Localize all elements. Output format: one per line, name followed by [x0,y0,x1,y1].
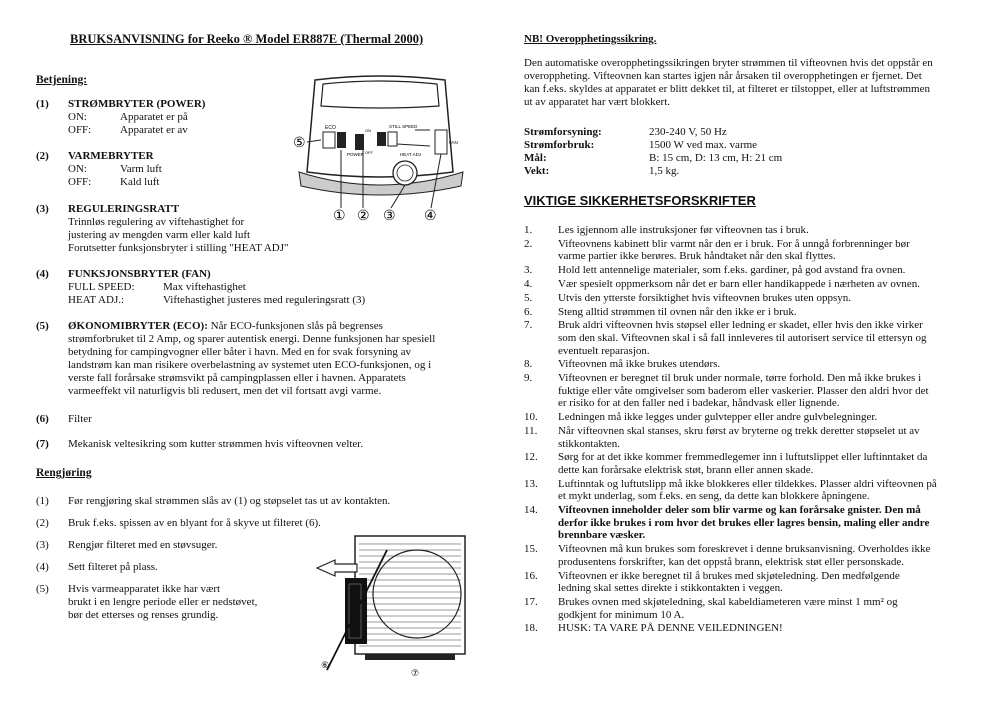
callout-1: ① [333,209,346,224]
overheat-line: ut av apparatet har vært blokkert. [524,96,671,108]
safety-item-number: 15. [524,543,538,556]
item-filter: (6) Filter [36,413,92,425]
item-line: Forutsetter funksjonsbryter i stilling "HEAT ADJ" [68,242,289,254]
fan-label: FAN [449,140,458,145]
safety-item [524,596,974,621]
cleaning-step: (4) Sett filteret på plass. [36,561,158,573]
safety-item [524,504,974,542]
safety-item-text: Utvis den ytterste forsiktighet hvis vifteovnen brukes uten oppsyn. [558,291,851,304]
item-power: (1) STRØMBRYTER (POWER) [36,98,206,110]
safety-item-number: 10. [524,411,538,424]
safety-item [524,224,974,237]
item-line: justering av mengden varm eller kald luft [68,229,251,241]
safety-item [524,411,974,424]
control-panel-diagram [285,72,475,227]
cleaning-step: (2) Bruk f.eks. spissen av en blyant for å skyve ut filteret (6). [36,517,321,529]
callout-3: ③ [383,209,396,224]
on-label: ON [365,128,371,133]
safety-item [524,278,974,291]
safety-item-text: Ledningen må ikke legges under gulvtepper eller andre gulvbelegninger. [558,411,878,424]
safety-item-number: 17. [524,596,538,608]
heat-adj-label: HEAT ADJ [400,152,422,157]
off-label: OFF [365,150,373,155]
safety-item-text: Sørg for at det ikke kommer fremmedlegemer inn i luftutslippet eller luftinntaket da dette kan forårsake elektrisk støt, brann eller annen skade. [558,451,928,476]
safety-item-number: 2. [524,237,533,250]
callout-2: ② [357,209,370,224]
safety-item-number: 3. [524,264,533,277]
safety-item [524,292,974,305]
callout-7: ⑦ [411,668,420,678]
safety-item [524,478,974,503]
safety-item-text: Vifteovnen er beregnet til bruk under normale, tørre forhold. Den må ikke brukes i fuktige eller våte omgivelser som baderom eller vaskerier. Plasser den aldri hvor det er risiko for at den faller ned i badekar, håndvask eller lignende. [558,372,929,410]
eco-line: strømforbruket til 2 Amp, og sparer autentisk energi. Denne funksjonen har spesiell [68,333,436,345]
safety-item-number: 14. [524,504,538,517]
spec-row: Strømforbruk: 1500 W ved max. varme [524,139,758,151]
item-tilt: (7) Mekanisk veltesikring som kutter strømmen hvis vifteovnen velter. [36,438,364,450]
safety-item-number: 12. [524,451,538,464]
item-row: ON: Varm luft [68,163,162,175]
overheat-line: overoppheting. Vifteovnen kan startes igjen når årsaken til overopphetingen er fjernet. Det [524,70,922,82]
safety-item-text: Vifteovnen må ikke brukes utendørs. [558,358,721,371]
safety-item [524,622,974,635]
safety-item-number: 8. [524,358,533,371]
operation-heading: Betjening: [36,74,88,86]
filter-diagram [305,530,470,680]
safety-item-number: 7. [524,319,533,332]
safety-item-text: Vifteovnen må kun brukes som foreskrevet i denne bruksanvisning. Overholdes ikke produsentens forskrifter, kan det oppstå brann, elektrisk støt eller personskade. [558,543,931,568]
safety-heading: VIKTIGE SIKKERHETSFORSKRIFTER [524,193,756,208]
callout-6: ⑥ [321,660,330,670]
item-row: FULL SPEED: Max viftehastighet [68,281,246,293]
item-row: ON: Apparatet er på [68,111,188,123]
item-dial: (3) REGULERINGSRATT [36,203,180,215]
safety-item-number: 11. [524,425,538,437]
safety-item-number: 18. [524,622,538,635]
safety-item-text: Hold lett antennelige materialer, som f.eks. gardiner, på god avstand fra ovnen. [558,264,906,277]
item-row: HEAT ADJ.: Viftehastighet justeres med reguleringsratt (3) [68,294,366,306]
safety-item-number: 16. [524,569,538,582]
safety-item [524,372,974,410]
manual-title: BRUKSANVISNING for Reeko ® Model ER887E (Thermal 2000) [70,32,424,46]
safety-item [524,358,974,371]
still-speed-label: STILL SPEED [389,124,418,129]
spec-row: Mål: B: 15 cm, D: 13 cm, H: 21 cm [524,152,783,164]
safety-item-text: Vifteovnen er ikke beregnet til å brukes med skjøteledning. Den medfølgende ledning skal settes direkte i stikkontakten i veggen. [558,569,900,595]
power-label: POWER [347,152,365,157]
safety-item-number: 13. [524,477,538,490]
item-row: OFF: Kald luft [68,176,160,188]
item-heat-switch: (2) VARMEBRYTER [36,150,154,162]
safety-item-number: 6. [524,305,533,318]
callout-5: ⑤ [293,136,306,151]
cleaning-step: (1) Før rengjøring skal strømmen slås av (1) og støpselet tas ut av kontakten. [36,495,391,507]
item-fan-switch: (4) FUNKSJONSBRYTER (FAN) [36,268,211,280]
safety-item-text: HUSK: TA VARE PÅ DENNE VEILEDNINGEN! [558,622,783,635]
safety-item-text: Steng alltid strømmen til ovnen når den ikke er i bruk. [558,305,797,318]
safety-item [524,543,974,568]
safety-item-text: Vifteovnen inneholder deler som blir varme og kan forårsake gnister. Den må derfor ikke brukes i rom hvor det brukes eller lagres bensin, maling eller andre brennbare væsker. [558,504,930,542]
safety-item-text: Vær spesielt oppmerksom når det er barn eller handikappede i nærheten av ovnen. [558,278,920,290]
cleaning-heading: Rengjøring [36,467,92,479]
overheat-line: Den automatiske overopphetingssikringen bryter strømmen til vifteovnen hvis det oppstår en [524,57,933,69]
item-row: OFF: Apparatet er av [68,124,188,136]
safety-item [524,319,974,357]
eco-line: betydning for campingvogner eller båter i havn. Med en for svak forsyning av [68,346,412,358]
safety-item-text: Vifteovnens kabinett blir varmt når den er i bruk. For å unngå forbrenninger bør varme partier ikke berøres. Bruk håndtaket når den skal flyttes. [558,237,910,263]
safety-item [524,425,974,450]
safety-item-number: 1. [524,224,533,236]
item-eco: (5) ØKONOMIBRYTER (ECO): Når ECO-funksjonen slås på begrenses [36,320,383,332]
callout-4: ④ [424,209,437,224]
eco-line: verste fall forårsake strømsvikt på campingplassen eller i havnen. Apparatets [68,372,406,384]
safety-item-text: Luftinntak og luftutslipp må ikke blokkeres eller tildekkes. Plasser aldri vifteovnen på et mykt underlag, som f.eks. en seng, da dette kan blokkere åpningene. [558,477,937,503]
safety-item [524,570,974,595]
cleaning-step: (3) Rengjør filteret med en støvsuger. [36,539,218,551]
cleaning-step: (5) Hvis varmeapparatet ikke har vært brukt i en lengre periode eller er nedstøvet, bør det etterses og renses grundig. [36,583,258,621]
eco-line: landstrøm kan man risikere overbelastning av systemet uten ECO-funksjonen, og i [68,359,432,371]
safety-item-number: 9. [524,372,533,385]
item-line: Trinnløs regulering av viftehastighet for [68,216,245,228]
overheat-line: kan f.eks. skyldes at apparatet er blitt dekket til, at filteret er tilstoppet, eller at luftstrømmen [524,83,930,95]
overheat-heading: NB! Overopphetingssikring. [524,33,657,45]
eco-line: varmeeffekt vil naturligvis bli redusert, men det vil fortsatt avgi varme. [68,385,382,397]
safety-item-number: 5. [524,291,533,304]
safety-item-text: Når vifteovnen skal stanses, skru først av bryterne og trekk deretter støpselet ut av stikkontakten. [558,425,920,450]
safety-item [524,264,974,277]
safety-item-text: Les igjennom alle instruksjoner før vifteovnen tas i bruk. [558,224,809,236]
spec-row: Strømforsyning: 230-240 V, 50 Hz [524,126,727,138]
safety-item-number: 4. [524,278,533,290]
safety-item [524,306,974,319]
eco-label: ECO [325,125,336,131]
safety-item-text: Brukes ovnen med skjøteledning, skal kabeldiameteren være minst 1 mm² og godkjent for minimum 10 A. [558,596,898,621]
safety-item [524,451,974,476]
safety-item-text: Bruk aldri vifteovnen hvis støpsel eller ledning er skadet, eller hvis den ikke virker som den skal. Vifteovnen skal i så fall innleveres til autorisert service til ettersyn og eventuelt reparasjon. [558,319,927,357]
spec-row: Vekt: 1,5 kg. [524,165,680,177]
safety-item [524,238,974,263]
